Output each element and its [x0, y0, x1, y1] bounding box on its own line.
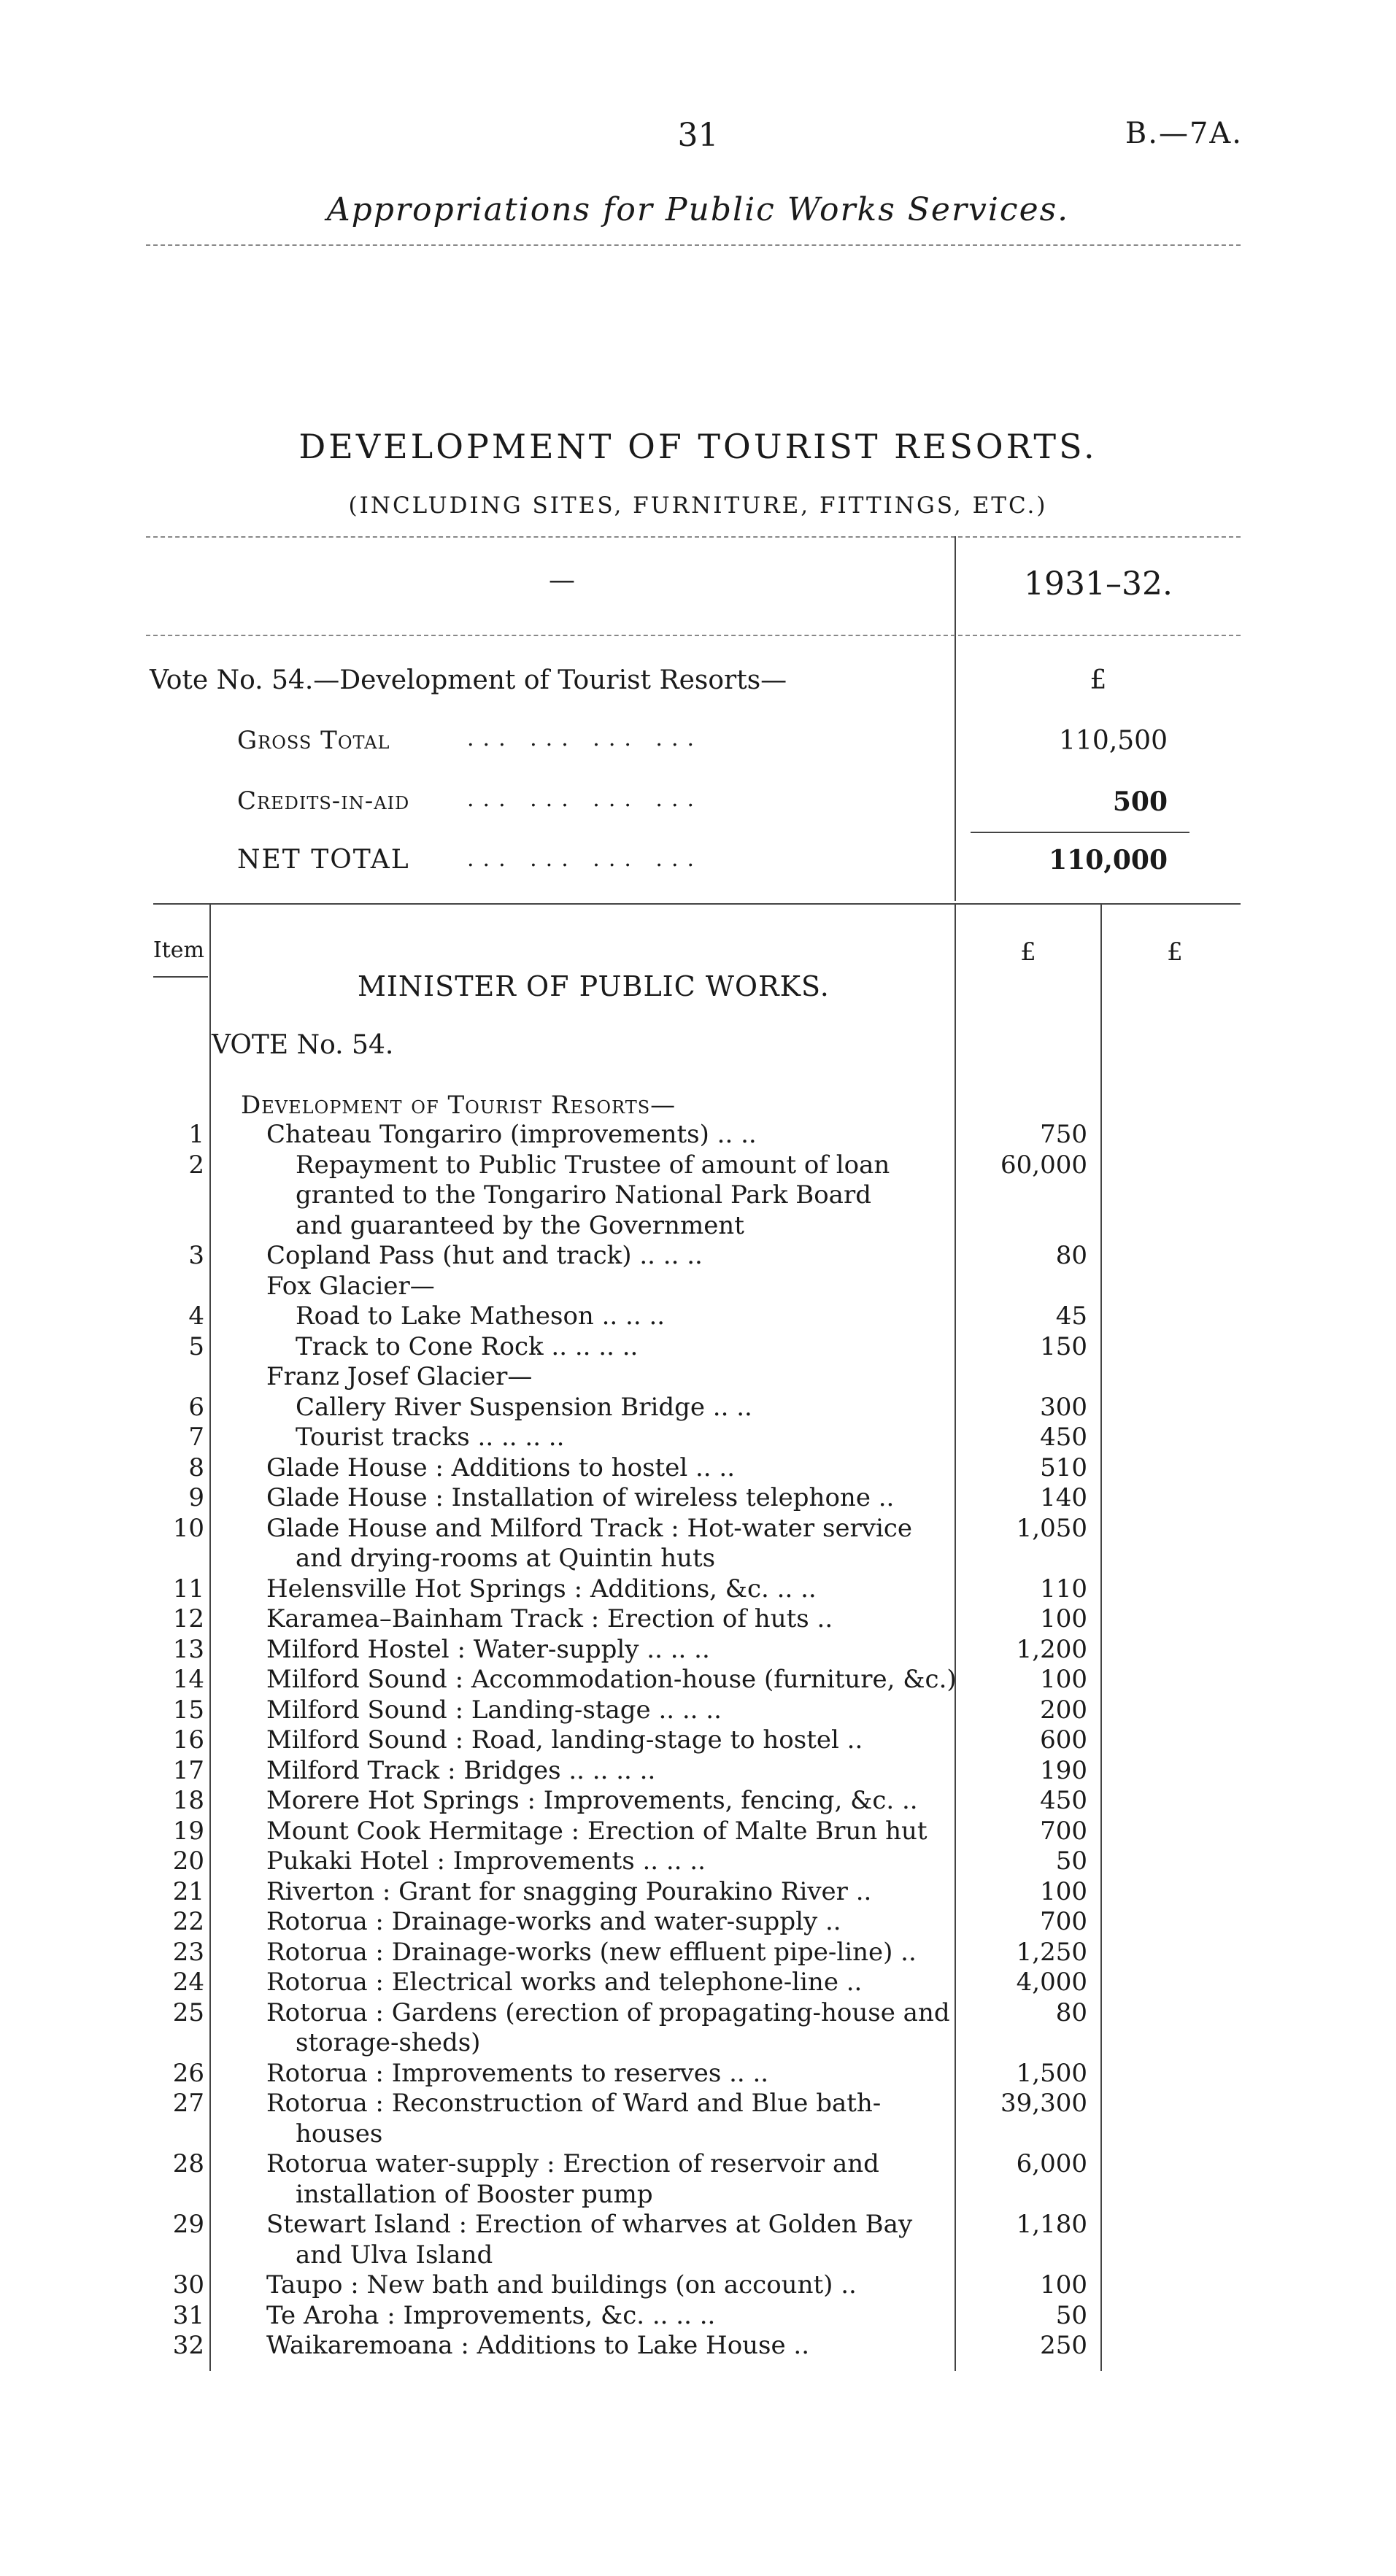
- item-description: Mount Cook Hermitage : Erection of Malte Brun hut: [266, 1816, 928, 1846]
- item-amount: 700: [1040, 1907, 1087, 1936]
- summary-year-header: 1931–32.: [1024, 565, 1173, 603]
- item-amount: 1,200: [1016, 1634, 1087, 1664]
- item-description: Pukaki Hotel : Improvements .. .. ..: [266, 1846, 706, 1876]
- table-row: [0, 2149, 1396, 2180]
- item-amount: 190: [1040, 1755, 1087, 1785]
- page-title: DEVELOPMENT OF TOURIST RESORTS.: [298, 427, 1098, 466]
- gross-total-label: Gross Total: [237, 726, 390, 755]
- table-row: [0, 1938, 1396, 1968]
- item-amount: 510: [1040, 1453, 1087, 1482]
- item-number: 24: [172, 1968, 204, 1997]
- item-amount: 1,050: [1016, 1513, 1087, 1543]
- credits-in-aid-value: 500: [1112, 786, 1168, 817]
- table-row: [0, 2059, 1396, 2089]
- item-description: Track to Cone Rock .. .. .. ..: [296, 1331, 639, 1361]
- page-number: 31: [677, 117, 719, 154]
- item-description: Glade House : Installation of wireless telephone ..: [266, 1483, 895, 1512]
- item-number: 11: [172, 1574, 204, 1604]
- item-amount: 100: [1040, 1665, 1087, 1694]
- item-header-rule: [153, 976, 208, 978]
- item-amount: 450: [1040, 1786, 1087, 1815]
- item-number: 3: [188, 1241, 204, 1270]
- table-row: [0, 1483, 1396, 1514]
- item-amount: 45: [1055, 1301, 1087, 1331]
- item-description: Waikaremoana : Additions to Lake House ..: [266, 2331, 810, 2360]
- item-number: 13: [172, 1634, 204, 1664]
- table-row: [0, 1301, 1396, 1332]
- item-description: Milford Hostel : Water-supply .. .. ..: [266, 1634, 710, 1664]
- item-amount: 250: [1040, 2331, 1087, 2360]
- item-description: Karamea–Bainham Track : Erection of huts ..: [266, 1604, 833, 1633]
- item-number: 14: [172, 1665, 204, 1694]
- item-number: 18: [172, 1786, 204, 1815]
- item-amount: 60,000: [1000, 1150, 1087, 1180]
- table-row: [0, 1150, 1396, 1181]
- page-subtitle: (INCLUDING SITES, FURNITURE, FITTINGS, ETC.): [348, 492, 1048, 519]
- table-row: [0, 1332, 1396, 1363]
- item-amount: 50: [1055, 2300, 1087, 2330]
- table-row: [0, 1120, 1396, 1150]
- item-number: 32: [172, 2331, 204, 2360]
- table-row: [0, 1272, 1396, 1302]
- summary-top-rule: [146, 536, 1241, 538]
- item-amount: 4,000: [1016, 1968, 1087, 1997]
- item-amount: 39,300: [1000, 2089, 1087, 2118]
- item-amount: 110: [1040, 1574, 1087, 1604]
- table-row: [0, 1968, 1396, 1998]
- item-amount: 150: [1040, 1331, 1087, 1361]
- table-row: [0, 1695, 1396, 1726]
- item-amount: 140: [1040, 1483, 1087, 1512]
- gross-total-value: 110,500: [1059, 726, 1168, 756]
- summary-column-dash: —: [549, 565, 575, 595]
- gross-dots: ... ... ... ...: [467, 726, 703, 751]
- item-amount: 450: [1040, 1423, 1087, 1452]
- table-row: [0, 2210, 1396, 2240]
- table-row: [0, 2331, 1396, 2362]
- item-amount: 1,250: [1016, 1937, 1087, 1967]
- item-number: 17: [172, 1755, 204, 1785]
- item-description-continued: granted to the Tongariro National Park Board: [296, 1180, 871, 1210]
- item-description-continued: storage-sheds): [296, 2028, 481, 2057]
- item-amount: 1,180: [1016, 2210, 1087, 2239]
- credits-in-aid-label: Credits-in-aid: [237, 786, 410, 816]
- item-description: Repayment to Public Trustee of amount of loan: [296, 1150, 890, 1180]
- item-description: Rotorua : Reconstruction of Ward and Blue bath-: [266, 2089, 882, 2118]
- table-row: [0, 1393, 1396, 1423]
- amount-currency: £: [1020, 937, 1036, 967]
- item-description-continued: and drying-rooms at Quintin huts: [296, 1544, 716, 1573]
- section-heading: Development of Tourist Resorts—: [241, 1091, 676, 1120]
- table-row: [0, 1423, 1396, 1453]
- table-row: [0, 1756, 1396, 1787]
- table-row: [0, 1846, 1396, 1877]
- item-amount: 100: [1040, 1876, 1087, 1906]
- item-number: 15: [172, 1695, 204, 1725]
- item-number: 16: [172, 1725, 204, 1755]
- table-row: [0, 1877, 1396, 1908]
- item-description: Milford Sound : Landing-stage .. .. ..: [266, 1695, 722, 1725]
- item-number: 22: [172, 1907, 204, 1936]
- running-title: Appropriations for Public Works Services.: [326, 191, 1070, 228]
- item-description: Helensville Hot Springs : Additions, &c. .. ..: [266, 1574, 817, 1604]
- item-amount: 1,500: [1016, 2058, 1087, 2088]
- item-description: Milford Sound : Road, landing-stage to hostel ..: [266, 1725, 863, 1755]
- item-description: Chateau Tongariro (improvements) .. ..: [266, 1120, 757, 1149]
- document-reference: B.—7A.: [1125, 117, 1243, 150]
- item-description: Franz Josef Glacier—: [266, 1362, 533, 1391]
- item-number: 28: [172, 2149, 204, 2178]
- item-description: Milford Track : Bridges .. .. .. ..: [266, 1755, 656, 1785]
- table-row: [0, 1635, 1396, 1666]
- item-number: 20: [172, 1846, 204, 1876]
- item-amount: 750: [1040, 1120, 1087, 1149]
- item-amount: 700: [1040, 1816, 1087, 1846]
- table-row: [0, 1362, 1396, 1393]
- item-description: Rotorua : Improvements to reserves .. ..: [266, 2058, 769, 2088]
- item-description-continued: installation of Booster pump: [296, 2179, 653, 2209]
- total-currency: £: [1167, 937, 1183, 967]
- table-row: [0, 1514, 1396, 1544]
- item-description: Te Aroha : Improvements, &c. .. .. ..: [266, 2300, 716, 2330]
- table-row: [0, 1665, 1396, 1695]
- item-number: 30: [172, 2270, 204, 2300]
- vote-line: Vote No. 54.—Development of Tourist Resorts—: [150, 665, 787, 695]
- item-description: Morere Hot Springs : Improvements, fencing, &c. ..: [266, 1786, 918, 1815]
- item-description: Tourist tracks .. .. .. ..: [296, 1423, 565, 1452]
- credits-dots: ... ... ... ...: [467, 786, 703, 812]
- item-description-continued: and guaranteed by the Government: [296, 1210, 744, 1240]
- item-amount: 200: [1040, 1695, 1087, 1725]
- summary-currency: £: [1090, 665, 1107, 695]
- item-description: Rotorua : Gardens (erection of propagating-house and: [266, 1997, 950, 2027]
- table-row: [0, 2270, 1396, 2301]
- item-amount: 100: [1040, 1604, 1087, 1633]
- table-row: [0, 1453, 1396, 1484]
- table-row: [0, 2301, 1396, 2332]
- item-number: 26: [172, 2058, 204, 2088]
- net-total-rule: [971, 832, 1189, 833]
- table-row: [0, 2089, 1396, 2119]
- item-description: Callery River Suspension Bridge .. ..: [296, 1392, 752, 1422]
- table-row: [0, 1574, 1396, 1605]
- item-description: Road to Lake Matheson .. .. ..: [296, 1301, 666, 1331]
- item-number: 9: [188, 1483, 204, 1512]
- item-number: 25: [172, 1997, 204, 2027]
- item-description: Rotorua : Drainage-works (new effluent pipe-line) ..: [266, 1937, 917, 1967]
- item-number: 2: [188, 1150, 204, 1180]
- table-row: [0, 1817, 1396, 1847]
- item-amount: 50: [1055, 1846, 1087, 1876]
- summary-bottom-rule: [153, 903, 1241, 905]
- item-description: Rotorua : Drainage-works and water-supply ..: [266, 1907, 841, 1936]
- item-column-header: Item: [153, 937, 204, 963]
- minister-heading: MINISTER OF PUBLIC WORKS.: [358, 970, 830, 1002]
- item-number: 4: [188, 1301, 204, 1331]
- header-rule: [146, 244, 1241, 246]
- item-number: 7: [188, 1423, 204, 1452]
- item-number: 19: [172, 1816, 204, 1846]
- item-number: 12: [172, 1604, 204, 1633]
- table-row: [0, 1907, 1396, 1938]
- item-description: Glade House : Additions to hostel .. ..: [266, 1453, 736, 1482]
- net-total-label: NET TOTAL: [237, 845, 410, 875]
- item-amount: 600: [1040, 1725, 1087, 1755]
- item-description: Rotorua water-supply : Erection of reservoir and: [266, 2149, 879, 2178]
- item-amount: 300: [1040, 1392, 1087, 1422]
- item-description-continued: and Ulva Island: [296, 2240, 493, 2270]
- item-number: 27: [172, 2089, 204, 2118]
- item-description: Copland Pass (hut and track) .. .. ..: [266, 1241, 703, 1270]
- net-total-value: 110,000: [1049, 845, 1168, 875]
- item-amount: 80: [1055, 1997, 1087, 2027]
- item-number: 23: [172, 1937, 204, 1967]
- item-description: Fox Glacier—: [266, 1271, 435, 1301]
- table-row: [0, 1604, 1396, 1635]
- item-number: 6: [188, 1392, 204, 1422]
- item-number: 31: [172, 2300, 204, 2330]
- table-row: [0, 1725, 1396, 1756]
- item-number: 1: [188, 1120, 204, 1149]
- item-description: Rotorua : Electrical works and telephone-line ..: [266, 1968, 863, 1997]
- item-description: Riverton : Grant for snagging Pourakino River ..: [266, 1876, 872, 1906]
- summary-header-rule: [146, 635, 1241, 636]
- item-description: Glade House and Milford Track : Hot-water service: [266, 1513, 913, 1543]
- item-number: 21: [172, 1876, 204, 1906]
- item-description: Stewart Island : Erection of wharves at Golden Bay: [266, 2210, 913, 2239]
- vote-heading: VOTE No. 54.: [212, 1030, 394, 1060]
- item-amount: 6,000: [1016, 2149, 1087, 2178]
- table-row: [0, 1786, 1396, 1817]
- item-amount: 100: [1040, 2270, 1087, 2300]
- table-row: [0, 1998, 1396, 2029]
- item-description: Taupo : New bath and buildings (on account) ..: [266, 2270, 857, 2300]
- item-number: 29: [172, 2210, 204, 2239]
- item-number: 10: [172, 1513, 204, 1543]
- net-dots: ... ... ... ...: [467, 846, 703, 872]
- item-description-continued: houses: [296, 2119, 383, 2148]
- item-description: Milford Sound : Accommodation-house (furniture, &c.): [266, 1665, 957, 1694]
- item-number: 8: [188, 1453, 204, 1482]
- item-number: 5: [188, 1331, 204, 1361]
- item-amount: 80: [1055, 1241, 1087, 1270]
- table-row: [0, 1241, 1396, 1272]
